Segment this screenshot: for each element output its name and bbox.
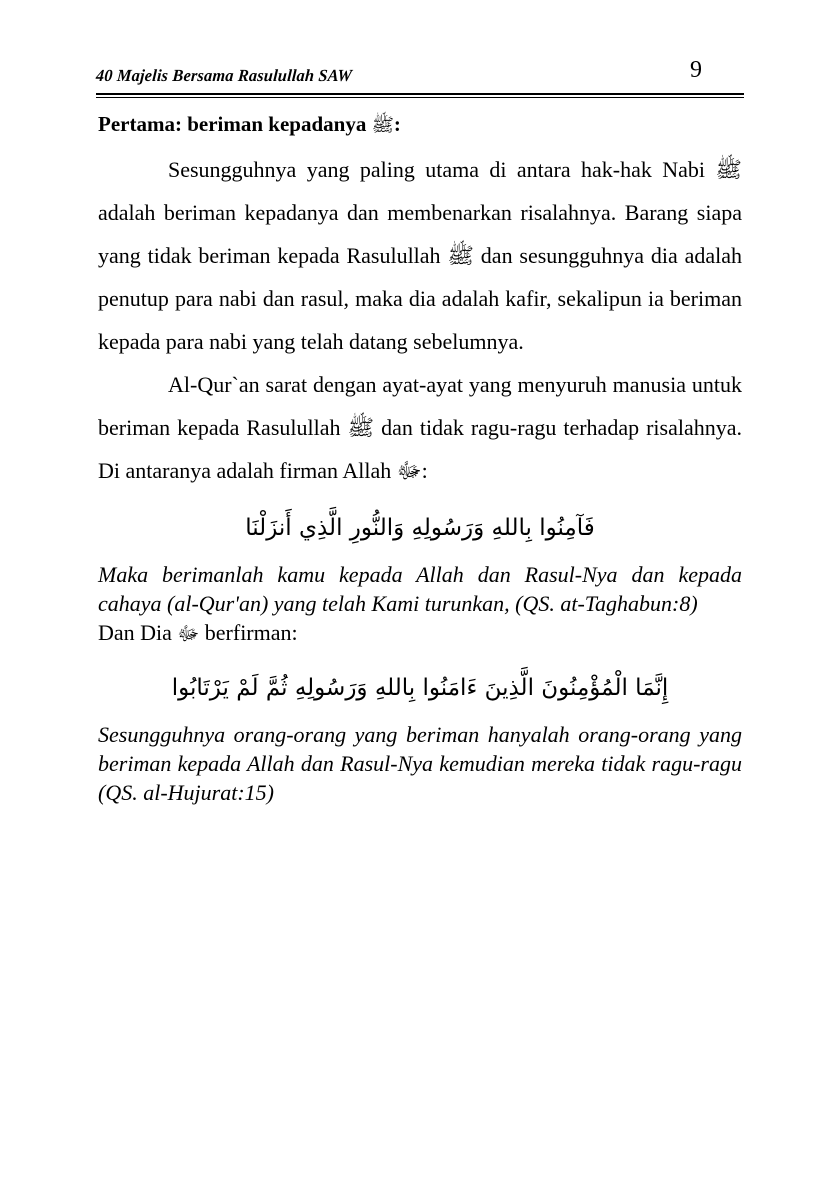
- translation-paragraph-1: Maka berimanlah kamu kepada Allah dan Rasul-Nya dan kepada cahaya (al-Qur'an) yang telah Kami turunkan, (QS. at-Taghabun:8): [98, 562, 742, 616]
- translation-paragraph-2: Sesungguhnya orang-orang yang beriman hanyalah orang-orang yang beriman kepada Allah dan Rasul-Nya kemudian mereka tidak ragu-ragu (QS. al-Hujurat:15): [98, 722, 742, 805]
- rule-thin-line: [96, 97, 744, 98]
- introduction-line-after: berfirman:: [199, 620, 298, 645]
- arabic-quran-verse-1: فَآمِنُوا بِاللهِ وَرَسُولِهِ وَالنُّورِ الَّذِي أَنزَلْنَا: [245, 515, 595, 541]
- header-divider-rule: [96, 93, 744, 98]
- body-paragraph-2: Al-Qur`an sarat dengan ayat-ayat yang menyuruh manusia untuk beriman kepada Rasulullah ﷺ dan tidak ragu-ragu terhadap risalahnya. Di antaranya adalah firman Allah ﷻ:: [98, 372, 742, 483]
- body-paragraph-1: Sesungguhnya yang paling utama di antara hak-hak Nabi ﷺ adalah beriman kepadanya dan membenarkan risalahnya. Barang siapa yang tidak beriman kepada Rasulullah ﷺ dan sesungguhnya dia adalah penutup para nabi dan rasul, maka dia adalah kafir, sekalipun ia beriman kepada para nabi yang telah datang sebelumnya.: [98, 157, 742, 354]
- section-heading-text: Pertama: beriman kepadanya: [98, 112, 372, 136]
- jalla-jalaluhu-icon: ﷻ: [177, 622, 200, 645]
- page-content: [98, 110, 742, 807]
- page-number: 9: [690, 57, 702, 83]
- sallallahu-alayhi-wasallam-icon: ﷺ: [371, 115, 394, 136]
- header-book-title: 40 Majelis Bersama Rasulullah SAW: [95, 66, 353, 85]
- section-heading: [98, 110, 742, 138]
- arabic-quran-verse-2: إِنَّمَا الْمُؤْمِنُونَ الَّذِينَ ءَامَنُوا بِاللهِ وَرَسُولِهِ ثُمَّ لَمْ يَرْتَابُوا: [171, 675, 669, 701]
- introduction-line-before: Dan Dia: [98, 620, 178, 645]
- introduction-line: [98, 618, 742, 648]
- running-header: [96, 58, 744, 104]
- section-heading-colon: :: [393, 112, 401, 136]
